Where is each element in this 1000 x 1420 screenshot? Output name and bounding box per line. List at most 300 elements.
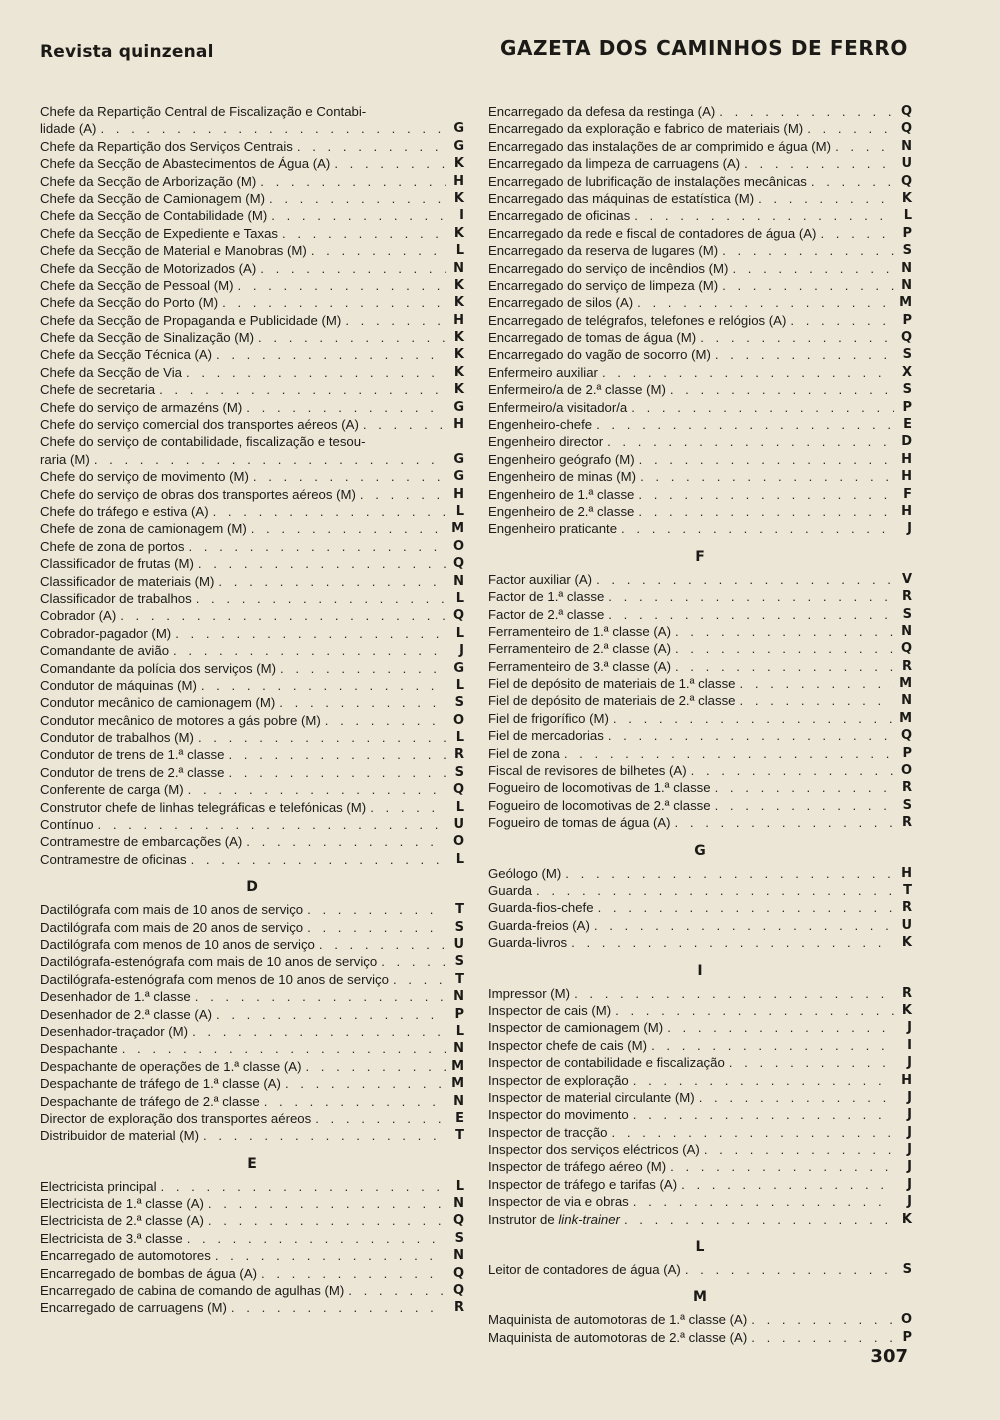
list-item [488,207,912,224]
list-item [40,1075,464,1092]
list-item [40,277,464,294]
list-item [488,865,912,882]
list-item [40,520,464,537]
list-item [40,1006,464,1023]
entry-label [488,658,671,675]
entry-code: J [907,1055,912,1071]
list-item [488,727,912,744]
entry-code: R [901,985,912,1001]
entry-code: N [453,573,464,589]
entry-code: P [454,1006,464,1022]
list-item [40,381,464,398]
list-item [40,173,464,190]
dot-leader [811,173,894,190]
entry-code: K [453,190,464,206]
list-item [40,746,464,763]
entry-code: Q [452,556,464,572]
entry-label-text: Maquinista de automotoras de 2.ª classe (A) [488,1329,748,1345]
entry-code: K [901,1211,912,1227]
entry-label [488,1072,629,1089]
entry-code: T [455,902,464,918]
entry-label [488,1158,666,1175]
dot-leader [594,917,894,934]
dot-leader [238,277,446,294]
entry-label: Chefe do serviço de contabilidade, fiscalização e tesou- [40,434,366,450]
entry-label-text: Fogueiro de locomotivas de 2.ª classe [488,797,711,813]
entry-label-text: Desenhador-traçador (M) [40,1023,189,1039]
section-letter: M [693,1289,707,1306]
entry-code: Q [900,173,912,189]
dot-leader [740,675,894,692]
entry-code: F [903,486,912,502]
entry-label-text: Impressor (M) [488,985,571,1001]
entry-label [40,1110,311,1127]
entry-code: S [902,243,912,259]
list-item [488,762,912,779]
entry-label-text: Fiscal de revisores de bilhetes (A) [488,763,687,779]
entry-label [40,190,265,207]
entry-label [40,851,187,868]
list-item [40,901,464,918]
entry-label: Chefe da Repartição Central de Fiscalização e Contabi- [40,104,367,119]
list-item [40,486,464,503]
entry-label-text: Engenheiro praticante [488,521,618,537]
entry-label-text: Condutor de trens de 2.ª classe [40,764,225,780]
dot-leader [215,1247,446,1264]
list-item [40,1265,464,1282]
entry-label-text: Chefe da Secção de Sinalização (M) [40,330,255,346]
dot-leader [744,155,894,172]
dot-leader [258,329,446,346]
list-item [40,607,464,624]
list-item [488,917,912,934]
dot-leader [325,712,446,729]
entry-code: L [455,677,464,693]
list-item [488,814,912,831]
entry-label-text: Chefe do serviço de armazéns (M) [40,399,243,415]
list-item [40,555,464,572]
section-letter: I [697,962,703,979]
entry-code: Q [452,1283,464,1299]
dot-leader [607,433,894,450]
entry-code: J [907,1194,912,1210]
entry-code: G [453,399,464,415]
entry-label-text: Inspector de exploração [488,1072,629,1088]
list-item [40,988,464,1005]
entry-code: J [907,1089,912,1105]
list-item [488,451,912,468]
dot-leader [198,555,446,572]
entry-code: N [901,138,912,154]
list-item [40,1299,464,1316]
list-item [40,1178,464,1195]
entry-label [488,640,671,657]
entry-label [40,1023,188,1040]
dot-leader [381,953,446,970]
entry-label [488,277,718,294]
entry-code: E [455,1110,464,1126]
list-item [488,416,912,433]
dot-leader [175,625,446,642]
entry-label-text: Fiel de depósito de materiais de 2.ª classe [488,693,736,709]
entry-label-text: Encarregado de oficinas [488,208,631,224]
dot-leader [120,607,446,624]
dot-leader [260,260,446,277]
entry-label-text: Classificador de materiais (M) [40,573,215,589]
list-item [488,173,912,190]
dot-leader [790,312,894,329]
entry-label-text: Distribuidor de material (M) [40,1128,200,1144]
dot-leader [651,1037,894,1054]
entry-code: S [902,1262,912,1278]
list-item [488,329,912,346]
entry-label-continued: lidade (A) [40,121,97,137]
entry-continuation [40,451,464,468]
entry-code: N [453,260,464,276]
list-item [488,260,912,277]
entry-label [488,1002,611,1019]
entry-code: N [901,260,912,276]
list-item [40,1023,464,1040]
dot-leader [608,727,894,744]
entry-label [40,364,182,381]
entry-code: G [453,121,464,137]
list-item [40,919,464,936]
entry-label [40,1282,344,1299]
list-item [488,138,912,155]
dot-leader [621,520,894,537]
list-item [488,364,912,381]
entry-label [488,294,633,311]
list-item [488,1176,912,1193]
dot-leader [722,242,894,259]
entry-label-text: Condutor de máquinas (M) [40,677,197,693]
entry-label-text: Cobrador (A) [40,608,117,624]
entry-code: E [903,417,912,433]
entry-code: S [902,797,912,813]
entry-label-text: Conferente de carga (M) [40,782,184,798]
entry-label [488,1037,647,1054]
dot-leader [667,1019,894,1036]
entry-code: N [453,1093,464,1109]
entry-label-text: Inspector de via e obras [488,1194,629,1210]
entry-label [40,138,293,155]
dot-leader [282,225,446,242]
entry-label-text: Fogueiro de tomas de água (A) [488,815,671,831]
dot-leader [319,936,446,953]
dot-leader [246,833,446,850]
entry-label-text: Inspector de camionagem (M) [488,1020,664,1036]
entry-label [40,346,212,363]
list-item [488,779,912,796]
list-item [40,1040,464,1057]
list-item [40,538,464,555]
list-item [40,781,464,798]
list-item [40,294,464,311]
dot-leader [613,710,894,727]
list-item [40,677,464,694]
entry-label [488,606,604,623]
entry-label-text: Guarda-fios-chefe [488,900,594,916]
dot-leader [704,1141,894,1158]
entry-code: Q [900,121,912,137]
dot-leader [307,919,446,936]
entry-label [488,260,728,277]
dot-leader [835,138,894,155]
entry-label [488,623,671,640]
list-item [488,486,912,503]
entry-label-text: Chefe da Secção de Camionagem (M) [40,190,266,206]
entry-label-text: Guarda [488,883,532,898]
dot-leader [685,1261,894,1278]
entry-label [488,225,816,242]
entry-label [40,1265,257,1282]
entry-code: G [453,660,464,676]
entry-code: U [453,817,464,833]
entry-code: G [453,451,464,467]
entry-code: R [901,780,912,796]
dot-leader [807,120,894,137]
entry-code: L [455,1023,464,1039]
entry-code: H [901,451,912,467]
entry-code: J [459,643,464,659]
entry-label-text: Engenheiro de minas (M) [488,469,637,485]
dot-leader [305,1058,446,1075]
entry-label [40,816,94,833]
entry-code: O [452,538,464,554]
entry-label [40,155,330,172]
list-item [40,433,464,468]
dot-leader [596,416,894,433]
entry-label-text: Encarregado de bombas de água (A) [40,1265,258,1281]
entry-label [488,346,711,363]
entry-label-text: Condutor mecânico de motores a gás pobre (M) [40,712,321,728]
entry-label-text: Enfermeiro/a de 2.ª classe (M) [488,382,666,398]
page-number: 307 [870,1346,908,1367]
entry-code: H [901,1072,912,1088]
list-item [488,1261,912,1278]
dot-leader [188,538,446,555]
entry-label-text: Encarregado da reserva de lugares (M) [488,243,719,259]
entry-label [40,971,389,988]
entry-label [40,1093,260,1110]
dot-leader [307,901,446,918]
entry-continuation [40,120,464,137]
entry-code: M [899,676,912,692]
entry-code: K [453,277,464,293]
entry-label [40,746,224,763]
dot-leader [269,190,446,207]
entry-label-text: Inspector chefe de cais (M) [488,1037,648,1053]
entry-label-text: Chefe do tráfego e estiva (A) [40,504,209,519]
entry-label [488,190,754,207]
list-item [488,503,912,520]
entry-label-text: Encarregado de carruagens (M) [40,1300,227,1316]
list-item [40,642,464,659]
entry-code: H [901,503,912,519]
entry-code: H [453,173,464,189]
entry-label-text: Chefe do serviço de movimento (M) [40,469,249,485]
entry-code: O [452,712,464,728]
entry-label-italic: link-trainer [558,1211,620,1227]
list-item [40,1127,464,1144]
entry-label [40,555,194,572]
entry-label [40,1212,204,1229]
section-letter: E [247,1155,257,1172]
entry-label-text: Geólogo (M) [488,865,562,881]
entry-label-text: Classificador de trabalhos [40,590,192,606]
entry-code: N [901,277,912,293]
dot-leader [634,207,894,224]
entry-code: J [907,521,912,537]
entry-label-text: Ferramenteiro de 3.ª classe (A) [488,658,671,674]
entry-code: N [453,1041,464,1057]
entry-label-text: Chefe de secretaria [40,382,156,398]
entry-code: S [902,347,912,363]
entry-label [488,710,609,727]
dot-leader [159,381,446,398]
entry-label-text: Chefe de zona de camionagem (M) [40,521,247,537]
dot-leader [564,745,894,762]
entry-label [488,814,671,831]
list-item [488,1002,912,1019]
entry-label [488,899,594,916]
dot-leader [640,468,894,485]
entry-label [40,799,366,816]
entry-label-text: Contramestre de embarcações (A) [40,834,243,850]
entry-label-text: Factor de 1.ª classe [488,589,605,605]
dot-leader [122,1040,446,1057]
entry-code: K [453,382,464,398]
entry-label [488,399,627,416]
list-item [40,833,464,850]
list-item [40,103,464,138]
list-item [40,799,464,816]
entry-label-text: Dactilógrafa com menos de 10 anos de serviço [40,936,315,952]
entry-label [488,120,803,137]
list-item [40,225,464,242]
entry-label-text: Desenhador de 2.ª classe (A) [40,1006,213,1022]
list-item [488,1072,912,1089]
dot-leader [363,416,446,433]
list-item [488,1124,912,1141]
entry-label-text: Chefe da Secção de Pessoal (M) [40,277,234,293]
list-item [40,1282,464,1299]
entry-label [40,260,256,277]
entry-code: P [902,225,912,241]
list-item [488,1158,912,1175]
list-item [40,1093,464,1110]
dot-leader [216,346,446,363]
entry-code: P [902,1329,912,1345]
dot-leader [213,503,446,520]
entry-label-text: Encarregado da exploração e fabrico de materiais (M) [488,121,804,137]
entry-label-text: Chefe da Secção do Porto (M) [40,295,219,311]
entry-label [40,486,356,503]
entry-code: U [453,936,464,952]
dot-leader [729,1054,894,1071]
dot-leader [98,816,446,833]
entry-label [488,329,696,346]
entry-label-text: Engenheiro de 1.ª classe [488,486,635,502]
list-item [40,155,464,172]
entry-label-text: Encarregado de cabina de comando de agulhas (M) [40,1283,345,1299]
entry-code: L [455,590,464,606]
entry-label-text: Inspector de tráfego aéreo (M) [488,1159,667,1175]
list-item [40,468,464,485]
list-item [488,899,912,916]
dot-leader [228,746,446,763]
list-item [488,190,912,207]
dot-leader [596,571,894,588]
entry-label-text: Inspector de contabilidade e fiscalização [488,1055,725,1071]
entry-code: J [907,1107,912,1123]
list-item [40,660,464,677]
header-right: GAZETA DOS CAMINHOS DE FERRO [499,36,908,60]
entry-code: L [455,730,464,746]
dot-leader [315,1110,446,1127]
list-item [40,207,464,224]
list-item [488,381,912,398]
entry-code: R [901,658,912,674]
list-item [488,623,912,640]
list-item [40,1230,464,1247]
dot-leader [631,399,894,416]
entry-label [488,1054,725,1071]
dot-leader [638,503,894,520]
entry-label [40,1006,212,1023]
list-item [488,242,912,259]
entry-label-text: Chefe da Secção de Material e Manobras (M) [40,243,307,259]
entry-code: J [907,1142,912,1158]
dot-leader [670,1158,894,1175]
list-item [40,851,464,868]
entry-label-text: Chefe da Secção de Propaganda e Publicidade (M) [40,312,342,328]
entry-label-text: Comandante da polícia dos serviços (M) [40,660,277,676]
dot-leader [675,814,894,831]
entry-code: K [901,935,912,951]
entry-code: R [453,1300,464,1316]
dot-leader [231,1299,446,1316]
entry-label [488,155,740,172]
dot-leader [297,138,446,155]
entry-label [40,1230,183,1247]
entry-label-text: Despachante de operações de 1.ª classe (A) [40,1058,302,1074]
list-item [488,1106,912,1123]
list-item [488,934,912,951]
list-item [40,1110,464,1127]
dot-leader [208,1212,446,1229]
dot-leader [198,729,446,746]
entry-code: T [455,971,464,987]
list-item [488,277,912,294]
entry-label [40,764,224,781]
list-item [40,971,464,988]
entry-label-text: Despachante de tráfego de 2.ª classe [40,1093,260,1109]
dot-leader [715,779,894,796]
entry-label [488,588,604,605]
list-item [488,882,912,899]
entry-code: J [907,1020,912,1036]
dot-leader [203,1127,446,1144]
entry-code: Q [452,1213,464,1229]
entry-code: I [907,1037,912,1053]
entry-code: M [451,521,464,537]
dot-leader [675,623,894,640]
list-item [488,312,912,329]
entry-label [488,865,561,882]
entry-label [40,901,303,918]
